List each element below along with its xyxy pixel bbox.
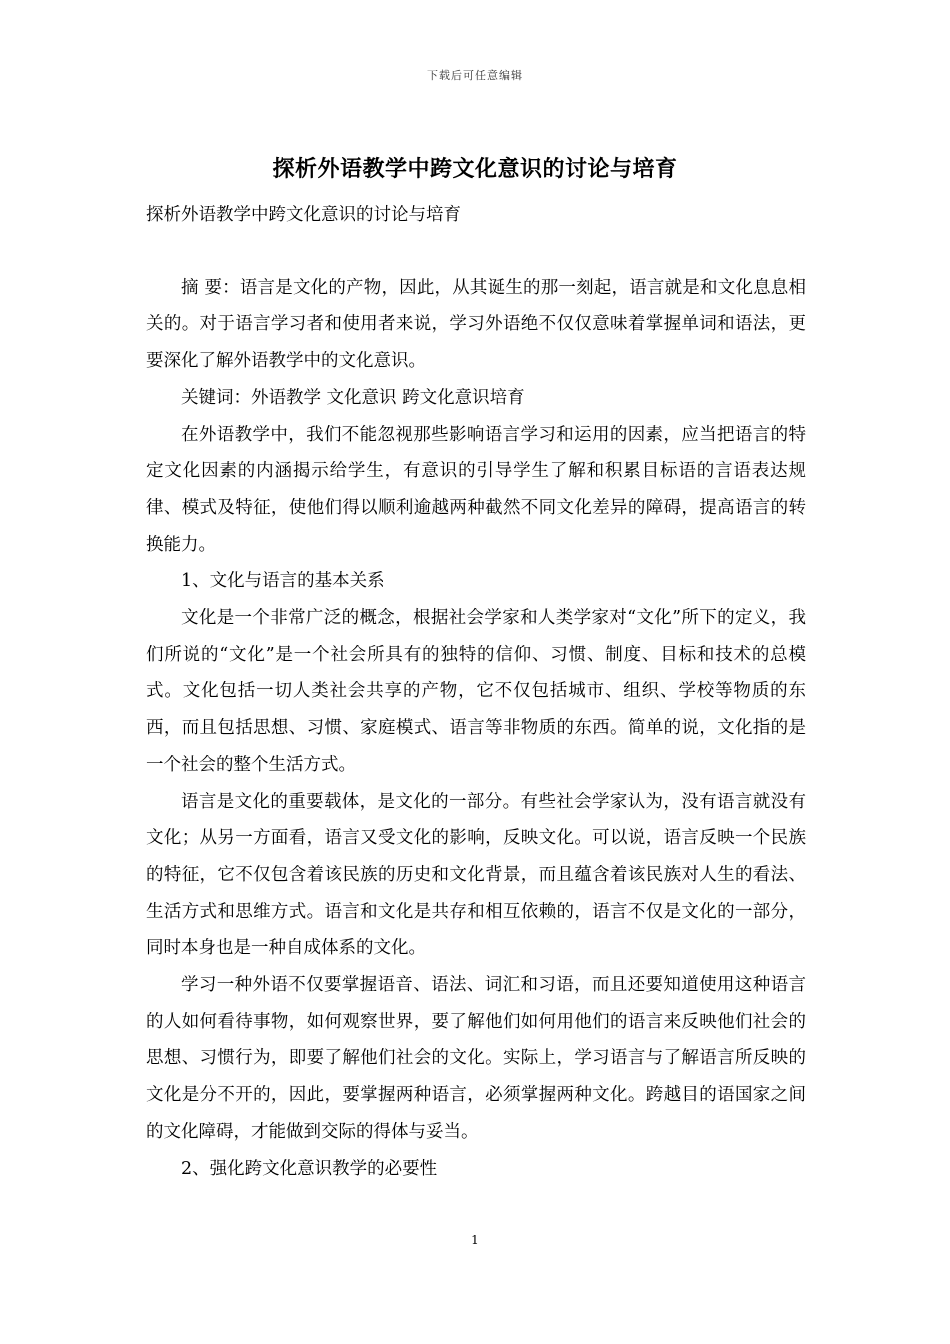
intro-paragraph: 在外语教学中，我们不能忽视那些影响语言学习和运用的因素，应当把语言的特定文化因素的内涵揭示给学生，有意识的引导学生了解和积累目标语的言语表达规律、模式及特征，使他们得以顺利逾越两种截然不同文化差异的障碍，提高语言的转换能力。 xyxy=(146,424,806,555)
document-subtitle: 探析外语教学中跨文化意识的讨论与培育 xyxy=(146,205,461,225)
document-body xyxy=(146,197,806,1187)
body-paragraph: 文化是一个非常广泛的概念，根据社会学家和人类学家对“文化”所下的定义，我们所说的“文化”是一个社会所具有的独特的信仰、习惯、制度、目标和技术的总模式。文化包括一切人类社会共享的产物，它不仅包括城市、组织、学校等物质的东西，而且包括思想、习惯、家庭模式、语言等非物质的东西。简单的说，文化指的是一个社会的整个生活方式。 xyxy=(146,608,806,775)
section-heading-1: 1、文化与语言的基本关系 xyxy=(181,571,385,592)
page-number: 1 xyxy=(471,1233,479,1247)
body-paragraph: 学习一种外语不仅要掌握语音、语法、词汇和习语，而且还要知道使用这种语言的人如何看待事物，如何观察世界，要了解他们如何用他们的语言来反映他们社会的思想、习惯行为，即要了解他们社会的文化。实际上，学习语言与了解语言所反映的文化是分不开的，因此，要掌握两种语言，必须掌握两种文化。跨越目的语国家之间的文化障碍，才能做到交际的得体与妥当。 xyxy=(146,975,806,1142)
abstract-paragraph: 摘 要：语言是文化的产物，因此，从其诞生的那一刻起，语言就是和文化息息相关的。对于语言学习者和使用者来说，学习外语绝不仅仅意味着掌握单词和语法，更要深化了解外语教学中的文化意识。 xyxy=(146,277,806,372)
section-heading-2: 2、强化跨文化意识教学的必要性 xyxy=(181,1158,438,1179)
keywords-line: 关键词：外语教学 文化意识 跨文化意识培育 xyxy=(181,387,525,408)
header-note: 下载后可任意编辑 xyxy=(427,69,523,82)
document-title: 探析外语教学中跨文化意识的讨论与培育 xyxy=(272,156,678,182)
body-paragraph: 语言是文化的重要载体，是文化的一部分。有些社会学家认为，没有语言就没有文化；从另一方面看，语言又受文化的影响，反映文化。可以说，语言反映一个民族的特征，它不仅包含着该民族的历史和文化背景，而且蕴含着该民族对人生的看法、生活方式和思维方式。语言和文化是共存和相互依赖的，语言不仅是文化的一部分，同时本身也是一种自成体系的文化。 xyxy=(146,791,806,959)
